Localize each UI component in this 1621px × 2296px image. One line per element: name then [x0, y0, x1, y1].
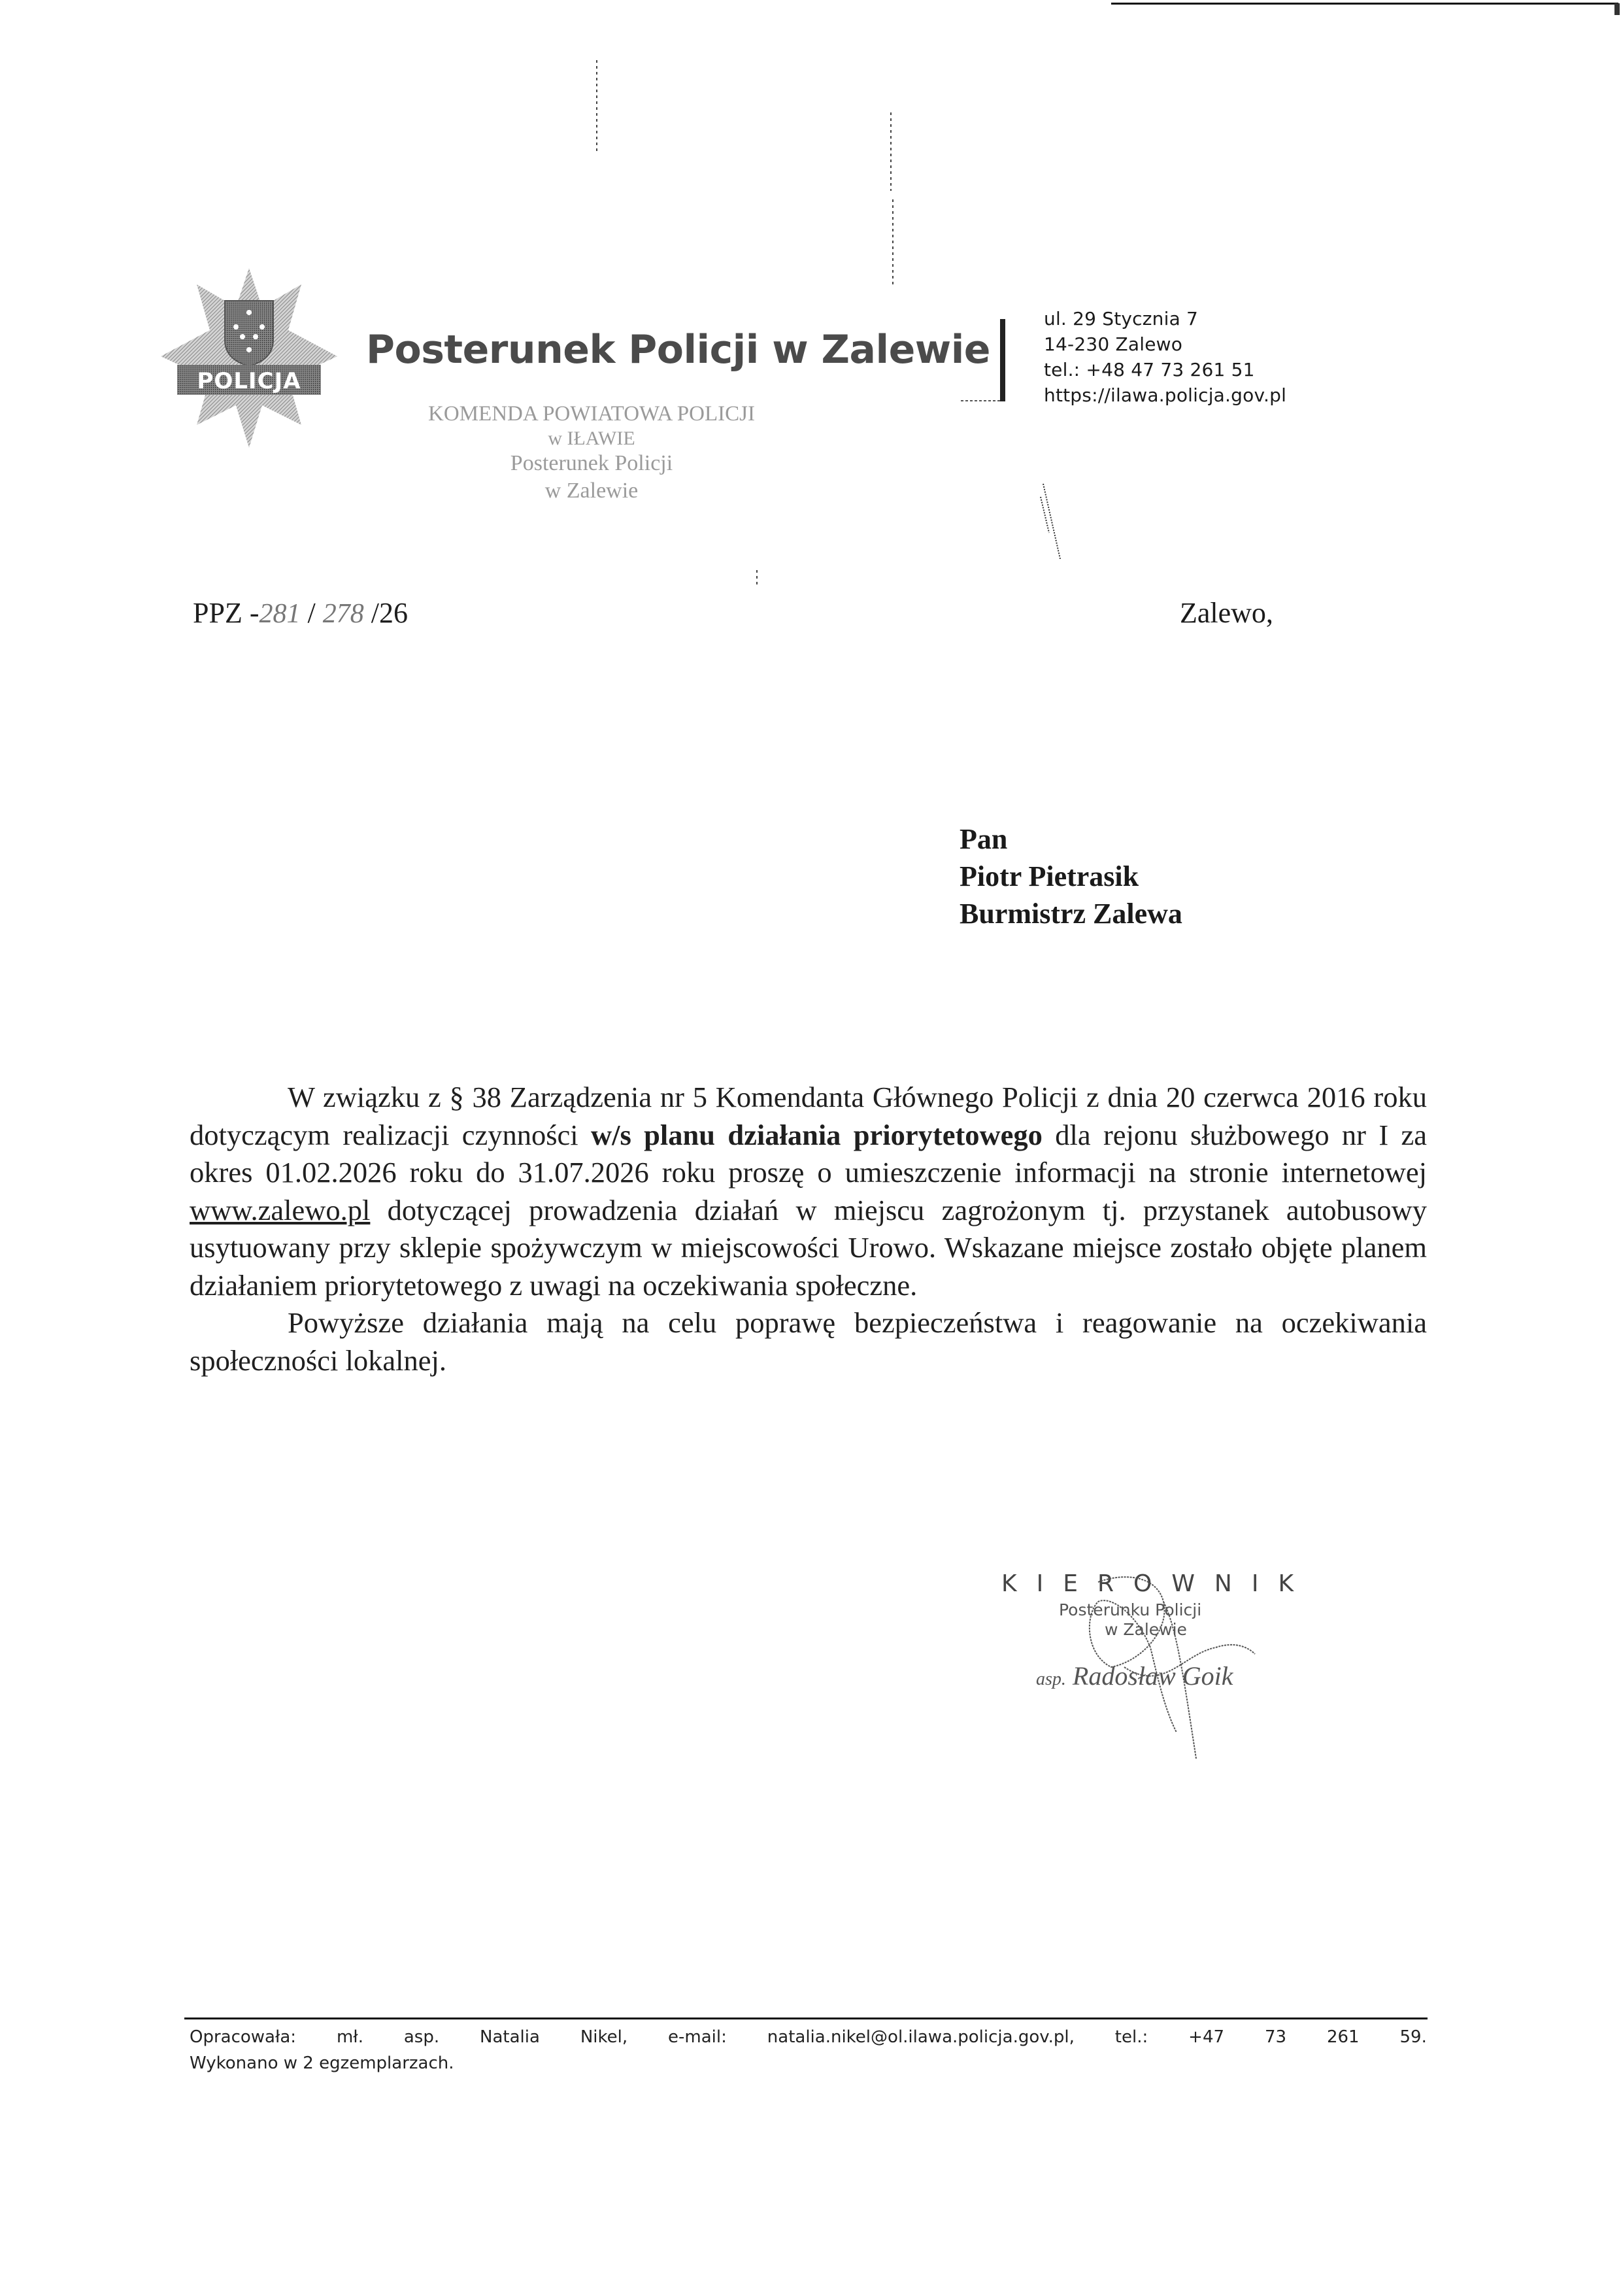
stamp-line: w Zalewie: [544, 479, 639, 503]
organization-title: Posterunek Policji w Zalewie: [366, 327, 990, 373]
footer-phone-part: 73: [1264, 2027, 1287, 2047]
stamp-line: w IŁAWIE: [548, 428, 635, 449]
body-text-run: dotyczącej prowadzenia działań w miejscu zagrożonym tj. przystanek autobusowy usytuowany przy sklepie spożywczym w miejscowości Urowo. Wskazane miejsce zostało objęte planem działaniem priorytetowego z uwagi na oczekiwania społeczne.: [190, 1193, 1427, 1302]
institution-stamp: [392, 400, 791, 505]
ref-suffix: /26: [371, 597, 408, 629]
footer-word: Opracowała:: [190, 2027, 297, 2047]
footer-word: asp.: [403, 2027, 440, 2047]
stamp-line: KOMENDA POWIATOWA POLICJI: [428, 402, 755, 426]
footer-phone-part: +47: [1188, 2027, 1225, 2047]
footer: [190, 2024, 1427, 2076]
recipient-block: [960, 820, 1182, 932]
body-text-run: W związku z § 38 Zarządzenia nr 5 Komendanta Głównego Policji z dnia 20 czerwca 2016 roku dotyczącym realizacji czynności: [190, 1081, 1427, 1151]
ref-separator: /: [307, 597, 316, 629]
contact-block: [1044, 306, 1286, 408]
footer-phone-part: 261: [1326, 2027, 1360, 2047]
signature-stamp-unit: w Zalewie: [1105, 1620, 1187, 1639]
ref-handwritten-number: 281: [259, 599, 301, 629]
footer-email[interactable]: natalia.nikel@ol.ilawa.policja.gov.pl,: [767, 2027, 1075, 2047]
body-text-run: dla rejonu służbowego nr I za okres 01.02.2026 roku do 31.07.2026 roku proszę o umieszczenie informacji na stronie internetowej: [190, 1118, 1427, 1189]
recipient-salutation: Pan: [960, 823, 1008, 855]
reference-number: [193, 596, 408, 630]
logo-text: POLICJA: [197, 368, 301, 394]
contact-street: ul. 29 Stycznia 7: [1044, 308, 1199, 329]
footer-author-line: [190, 2024, 1427, 2050]
contact-website[interactable]: https://ilawa.policja.gov.pl: [1044, 384, 1287, 406]
ref-handwritten-number: 278: [322, 599, 364, 629]
footer-word: mł.: [336, 2027, 363, 2047]
scan-corner-mark: [1614, 3, 1620, 15]
ref-prefix: PPZ -: [193, 597, 259, 629]
website-link[interactable]: www.zalewo.pl: [190, 1193, 371, 1226]
header-divider: [1000, 319, 1005, 401]
header-divider-tick: [961, 400, 1000, 401]
footer-word: tel.:: [1114, 2027, 1148, 2047]
place-date: Zalewo,: [1180, 597, 1273, 629]
stamp-line: Posterunek Policji: [510, 451, 673, 475]
letter-body: [190, 1079, 1427, 1379]
signature-name: Radosław Goik: [1072, 1661, 1233, 1691]
scan-mark: [596, 60, 597, 152]
recipient-title: Burmistrz Zalewa: [960, 898, 1182, 930]
body-paragraph: Powyższe działania mają na celu poprawę bezpieczeństwa i reagowanie na oczekiwania społeczności lokalnej.: [190, 1306, 1427, 1377]
footer-divider: [184, 2017, 1428, 2019]
body-bold-run: w/s planu działania priorytetowego: [590, 1118, 1043, 1151]
body-paragraph: [190, 1079, 1427, 1304]
recipient-name: Piotr Pietrasik: [960, 860, 1139, 892]
contact-phone: tel.: +48 47 73 261 51: [1044, 359, 1255, 380]
footer-phone-part: 59.: [1399, 2027, 1427, 2047]
scan-mark: [1033, 481, 1078, 559]
scan-mark: [890, 112, 892, 191]
signature-stamp-title: KIEROWNIK: [1001, 1570, 1314, 1597]
handwritten-signature: [1085, 1576, 1281, 1765]
footer-word: Natalia: [480, 2027, 540, 2047]
police-star-logo: [154, 262, 344, 451]
scan-mark: [756, 570, 758, 584]
scan-mark: [892, 199, 894, 284]
footer-word: Nikel,: [580, 2027, 628, 2047]
footer-word: e-mail:: [668, 2027, 727, 2047]
contact-city: 14-230 Zalewo: [1044, 333, 1183, 355]
signature-rank: asp.: [1036, 1669, 1066, 1689]
footer-copies-note: Wykonano w 2 egzemplarzach.: [190, 2053, 454, 2073]
signature-stamp-unit: Posterunku Policji: [1059, 1600, 1202, 1619]
scan-edge-line: [1111, 3, 1618, 5]
